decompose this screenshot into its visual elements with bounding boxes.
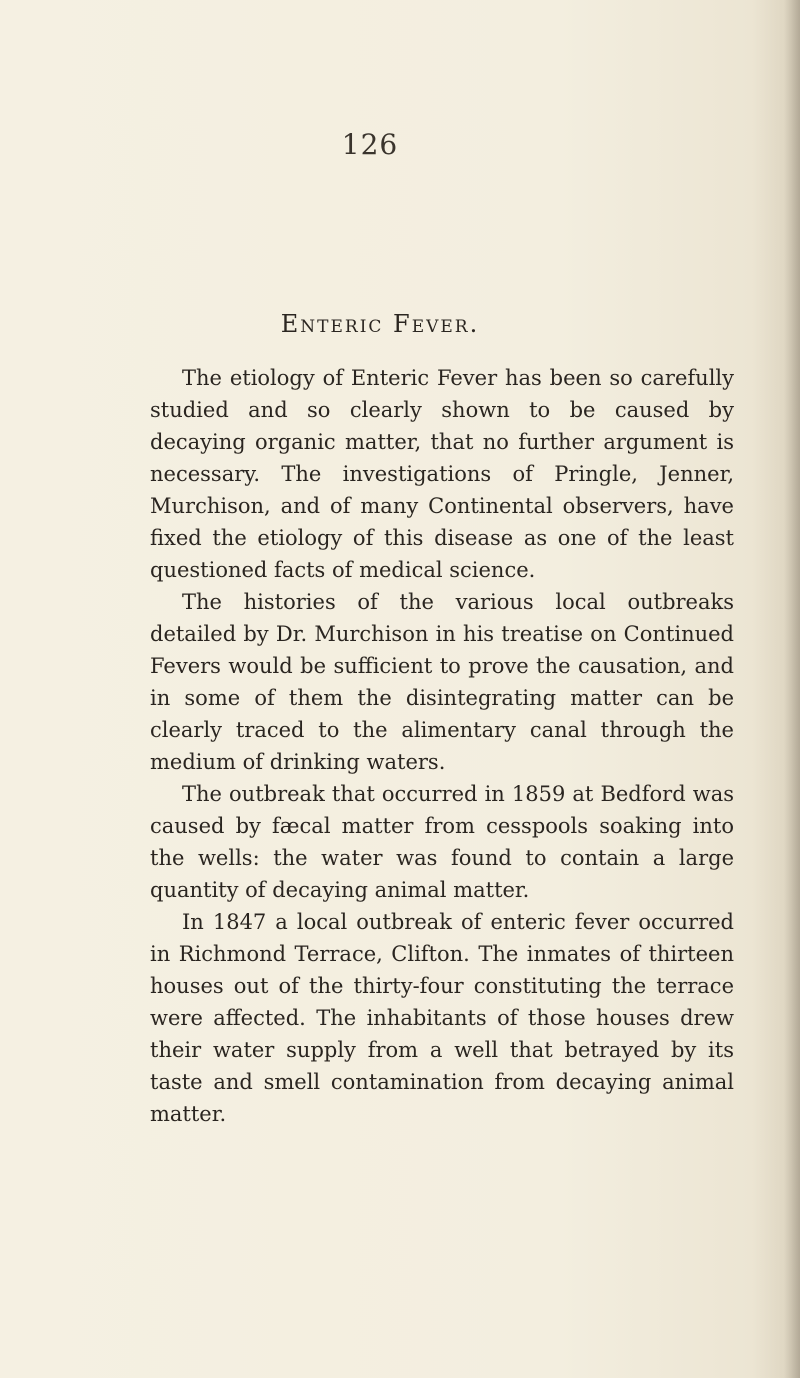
page-number: 126 — [341, 128, 399, 161]
paragraph: The etiology of Enteric Fever has been so carefully studied and so clearly shown to be caused by decaying organic matter, that no further argument is necessary. The investigations of Pringle, Jenner, Murchison, and of many Continental observers, have fixed the etiology of this disease as one of the least questioned facts of medical science. — [150, 366, 734, 582]
paragraph: The histories of the various local outbreaks detailed by Dr. Murchison in his treatise on Continued Fevers would be sufficient to prove the causation, and in some of them the disintegrating matter can be clearly traced to the alimentary canal through the medium of drinking waters. — [150, 590, 734, 774]
section-heading: Enteric Fever. — [280, 310, 480, 338]
paragraph: In 1847 a local outbreak of enteric fever occurred in Richmond Terrace, Clifton. The inmates of thirteen houses out of the thirty-four constituting the terrace were affected. The inhabitants of those houses drew their water supply from a well that betrayed by its taste and smell contamination from decaying animal matter. — [150, 910, 734, 1126]
body-text — [150, 362, 734, 1130]
page-edge-shadow — [784, 0, 800, 1378]
paragraph: The outbreak that occurred in 1859 at Bedford was caused by fæcal matter from cesspools soaking into the wells: the water was found to contain a large quantity of decaying animal matter. — [150, 782, 734, 902]
